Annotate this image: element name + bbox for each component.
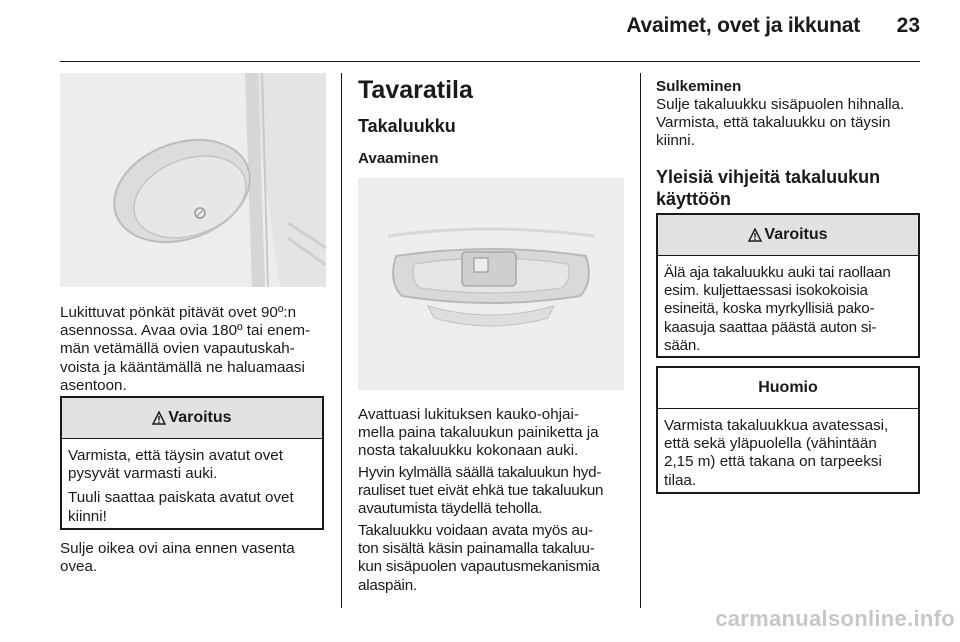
door-lock-illustration (60, 73, 326, 287)
tailgate-handle-illustration (358, 178, 624, 390)
text-line: Varmista, että takaluukku on täysin (656, 114, 891, 132)
text-line: voista ja kääntämällä ne haluamaasi (60, 358, 305, 376)
left-closing-paragraph (60, 540, 340, 576)
notice-body (658, 409, 918, 490)
text-line: asennossa. Avaa ovia 180º tai enem- (60, 322, 311, 340)
text-line: rauliset tuet eivät ehkä tue takaluukun (358, 482, 604, 500)
tailgate-handle-icon (358, 178, 624, 390)
watermark: carmanualsonline.info (715, 606, 955, 631)
text-line: Lukittuvat pönkät pitävät ovet 90º:n (60, 304, 297, 321)
text-line: käyttöön (656, 189, 732, 209)
text-line: mella paina takaluukun painiketta ja (358, 424, 599, 442)
text-line: Tuuli saattaa paiskata avatut ovet (68, 489, 294, 507)
header-rule (60, 61, 920, 62)
text-line: Älä aja takaluukku auki tai raollaan (664, 264, 891, 281)
closing-paragraph (656, 96, 946, 151)
tips-title (656, 166, 880, 210)
text-line: Sulje takaluukku sisäpuolen hihnalla. (656, 96, 905, 113)
text-line: esim. kuljettaessasi isokokoisia (664, 282, 868, 300)
text-line: kaasuja saattaa päästä auton si- (664, 318, 877, 336)
text-line: Hyvin kylmällä säällä takaluukun hyd- (358, 464, 602, 481)
warning-triangle-icon (152, 411, 166, 425)
notice-title: Huomio (758, 379, 818, 396)
text-line: pysyvät varmasti auki. (68, 465, 218, 483)
text-line: kiinni! (68, 507, 107, 525)
text-line: kiinni. (656, 132, 695, 150)
text-line: män vetämällä ovien vapautuskah- (60, 340, 295, 358)
text-line: asentoon. (60, 376, 127, 394)
subheading-closing: Sulkeminen (656, 78, 742, 95)
warning-box-right (656, 213, 920, 358)
warning-body (62, 439, 322, 526)
text-line: Varmista, että täysin avatut ovet (68, 447, 283, 464)
text-line: esineitä, koska myrkyllisiä pako- (664, 300, 875, 318)
running-header-title: Avaimet, ovet ja ikkunat (626, 14, 860, 37)
text-line: Yleisiä vihjeitä takaluukun (656, 167, 881, 187)
section-title: Tavaratila (358, 76, 473, 104)
subsection-title: Takaluukku (358, 116, 456, 136)
middle-paragraph-3 (358, 522, 640, 595)
warning-header (658, 215, 918, 256)
text-line: Sulje oikea ovi aina ennen vasenta (60, 540, 295, 557)
column-rule-right (640, 73, 641, 608)
text-line: nosta takaluukku kokonaan auki. (358, 442, 579, 460)
text-line: Avattuasi lukituksen kauko-ohjai- (358, 406, 579, 423)
text-line: 2,15 m) että takana on tarpeeksi (664, 453, 882, 471)
subheading-opening: Avaaminen (358, 150, 439, 167)
text-line: että sekä yläpuolella (vähintään (664, 435, 877, 453)
text-line: tilaa. (664, 471, 697, 489)
notice-box (656, 366, 920, 494)
notice-header (658, 368, 918, 409)
text-line: Varmista takaluukkua avatessasi, (664, 417, 889, 434)
warning-paragraph (68, 489, 316, 525)
text-line: alaspäin. (358, 576, 417, 594)
text-line: ton sisältä käsin painamalla takaluu- (358, 540, 595, 558)
warning-box-left (60, 396, 324, 530)
column-rule-left (341, 73, 342, 608)
left-paragraph (60, 304, 340, 395)
door-lock-icon (60, 73, 326, 287)
page-number: 23 (896, 14, 920, 37)
middle-paragraph-1 (358, 406, 638, 461)
text-line: sään. (664, 336, 701, 354)
text-line: ovea. (60, 558, 98, 576)
text-line: avautumista täydellä teholla. (358, 500, 543, 518)
warning-paragraph (68, 447, 316, 483)
warning-title: Varoitus (764, 226, 828, 243)
text-line: kun sisäpuolen vapautusmekanismia (358, 558, 600, 576)
warning-triangle-icon (748, 228, 762, 242)
warning-header (62, 398, 322, 439)
warning-body (658, 256, 918, 355)
warning-title: Varoitus (168, 409, 232, 426)
middle-paragraph-2 (358, 464, 640, 519)
text-line: Takaluukku voidaan avata myös au- (358, 522, 593, 539)
